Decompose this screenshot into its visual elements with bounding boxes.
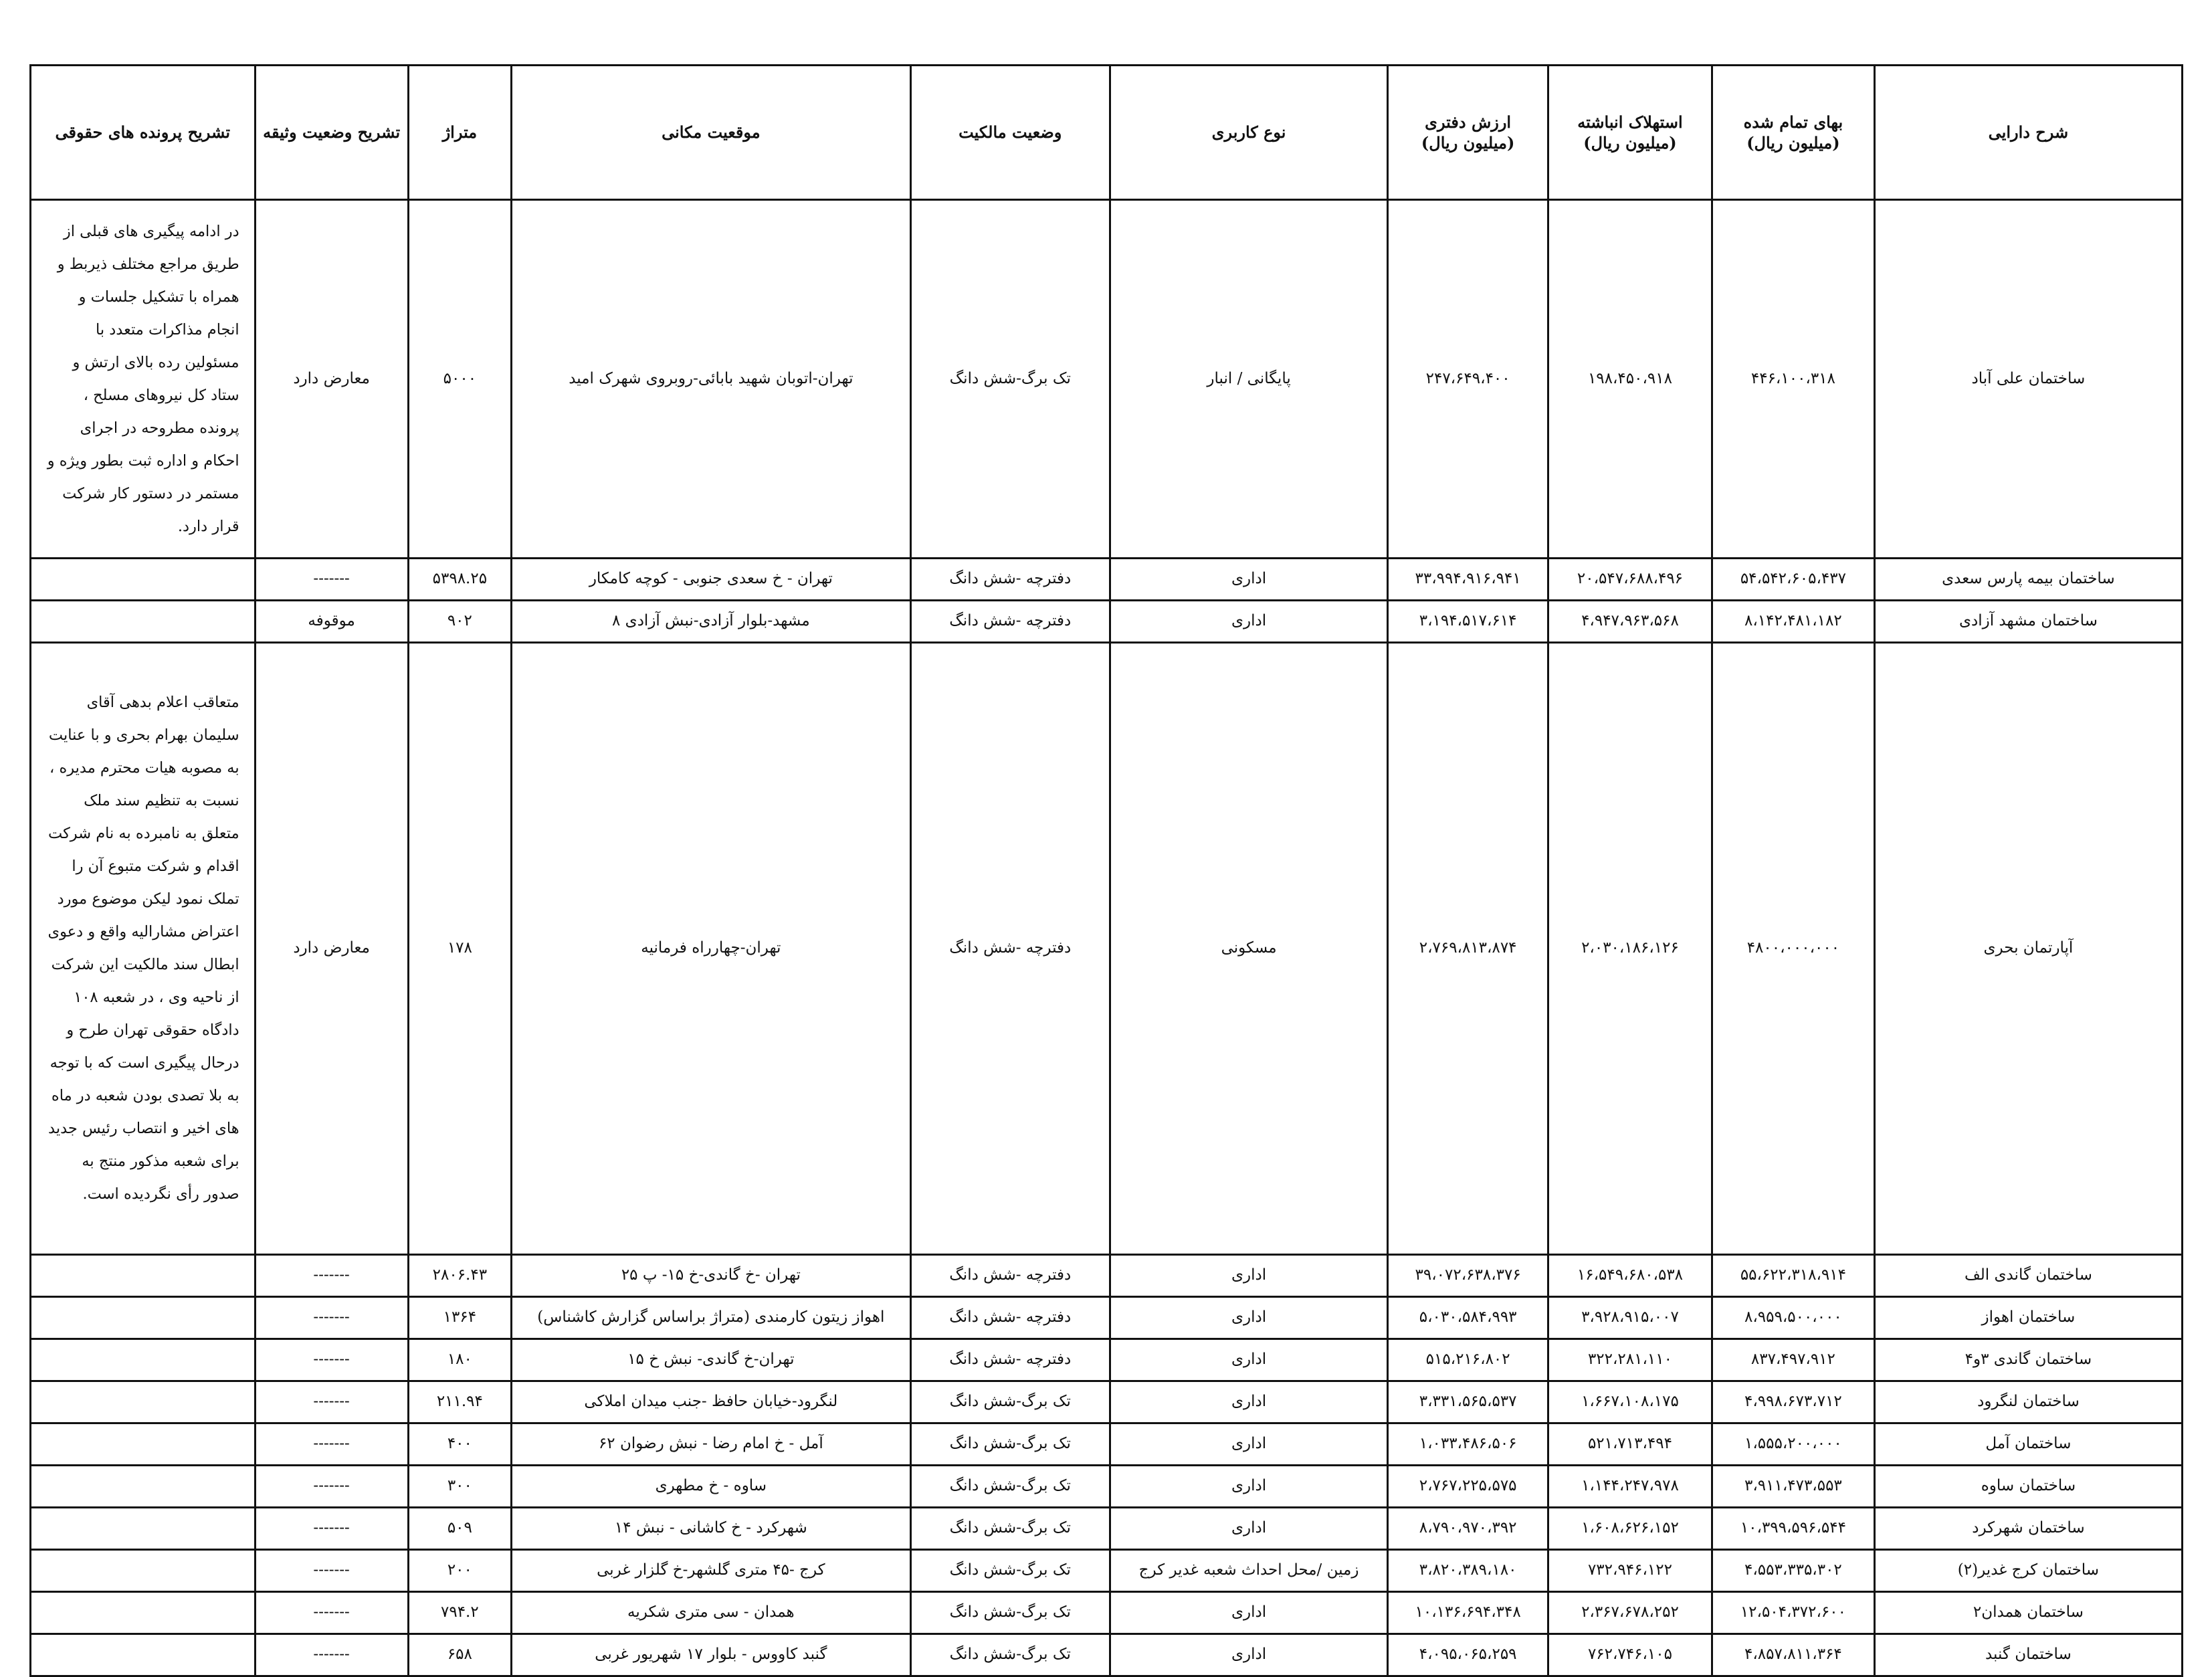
- depreciation-cell: ۱۹۸،۴۵۰،۹۱۸: [1548, 200, 1712, 559]
- book-value-cell: ۳،۳۳۱،۵۶۵،۵۳۷: [1388, 1381, 1548, 1423]
- ownership-cell: تک برگ-شش دانگ: [910, 1550, 1110, 1592]
- asset-cell: ساختمان علی آباد: [1874, 200, 2182, 559]
- table-row: [31, 1255, 2183, 1297]
- area-cell: ۹۰۲: [408, 601, 511, 643]
- table-row: [31, 1466, 2183, 1508]
- collateral-cell: -------: [255, 1381, 408, 1423]
- usage-cell: اداری: [1110, 1297, 1387, 1339]
- ownership-cell: دفترچه -شش دانگ: [910, 601, 1110, 643]
- book-value-cell: ۳۳،۹۹۴،۹۱۶،۹۴۱: [1388, 559, 1548, 601]
- usage-cell: اداری: [1110, 1255, 1387, 1297]
- book-value-cell: ۵،۰۳۰،۵۸۴،۹۹۳: [1388, 1297, 1548, 1339]
- collateral-cell: -------: [255, 559, 408, 601]
- legal-cell: [31, 1508, 256, 1550]
- column-header-collateral-status: [255, 66, 408, 200]
- book-value-cell: ۳،۸۲۰،۳۸۹،۱۸۰: [1388, 1550, 1548, 1592]
- legal-cell: [31, 1381, 256, 1423]
- table-row: [31, 1297, 2183, 1339]
- collateral-cell: معارض دارد: [255, 643, 408, 1255]
- collateral-cell: -------: [255, 1508, 408, 1550]
- column-header-line: شرح دارایی: [1988, 122, 2069, 142]
- area-cell: ۱۸۰: [408, 1339, 511, 1381]
- usage-cell: مسکونی: [1110, 643, 1387, 1255]
- table-row: [31, 200, 2183, 559]
- asset-cell: ساختمان کرج غدیر(۲): [1874, 1550, 2182, 1592]
- column-header-line: (میلیون ریال): [1583, 133, 1677, 153]
- column-header-finished-cost: [1712, 66, 1874, 200]
- book-value-cell: ۳،۱۹۴،۵۱۷،۶۱۴: [1388, 601, 1548, 643]
- header-row: [31, 66, 2183, 200]
- collateral-cell: -------: [255, 1297, 408, 1339]
- depreciation-cell: ۱،۱۴۴،۲۴۷،۹۷۸: [1548, 1466, 1712, 1508]
- usage-cell: اداری: [1110, 1423, 1387, 1466]
- location-cell: ساوه - خ مطهری: [512, 1466, 911, 1508]
- asset-cell: ساختمان گاندی الف: [1874, 1255, 2182, 1297]
- asset-cell: ساختمان آمل: [1874, 1423, 2182, 1466]
- depreciation-cell: ۳،۹۲۸،۹۱۵،۰۰۷: [1548, 1297, 1712, 1339]
- column-header-line: استهلاک انباشته: [1577, 112, 1683, 132]
- column-header-line: بهای تمام شده: [1743, 112, 1843, 132]
- asset-cell: ساختمان اهواز: [1874, 1297, 2182, 1339]
- depreciation-cell: ۲،۰۳۰،۱۸۶،۱۲۶: [1548, 643, 1712, 1255]
- column-header-line: متراژ: [442, 122, 478, 142]
- cost-cell: ۴۴۶،۱۰۰،۳۱۸: [1712, 200, 1874, 559]
- usage-cell: زمین /محل احداث شعبه غدیر کرج: [1110, 1550, 1387, 1592]
- location-cell: آمل - خ امام رضا - نبش رضوان ۶۲: [512, 1423, 911, 1466]
- cost-cell: ۳،۹۱۱،۴۷۳،۵۵۳: [1712, 1466, 1874, 1508]
- book-value-cell: ۱،۰۳۳،۴۸۶،۵۰۶: [1388, 1423, 1548, 1466]
- legal-cell: [31, 1466, 256, 1508]
- usage-cell: اداری: [1110, 1592, 1387, 1634]
- depreciation-cell: ۷۶۲،۷۴۶،۱۰۵: [1548, 1634, 1712, 1676]
- book-value-cell: ۲،۷۶۷،۲۲۵،۵۷۵: [1388, 1466, 1548, 1508]
- asset-cell: ساختمان بیمه پارس سعدی: [1874, 559, 2182, 601]
- location-cell: تهران-اتوبان شهید بابائی-روبروی شهرک امید: [512, 200, 911, 559]
- cost-cell: ۸،۹۵۹،۵۰۰،۰۰۰: [1712, 1297, 1874, 1339]
- ownership-cell: دفترچه -شش دانگ: [910, 559, 1110, 601]
- ownership-cell: تک برگ-شش دانگ: [910, 200, 1110, 559]
- book-value-cell: ۵۱۵،۲۱۶،۸۰۲: [1388, 1339, 1548, 1381]
- legal-cell: [31, 1592, 256, 1634]
- depreciation-cell: ۴،۹۴۷،۹۶۳،۵۶۸: [1548, 601, 1712, 643]
- location-cell: کرج -۴۵ متری گلشهر-خ گلزار غربی: [512, 1550, 911, 1592]
- table-row: [31, 1339, 2183, 1381]
- depreciation-cell: ۲،۳۶۷،۶۷۸،۲۵۲: [1548, 1592, 1712, 1634]
- area-cell: ۲۸۰۶.۴۳: [408, 1255, 511, 1297]
- area-cell: ۱۳۶۴: [408, 1297, 511, 1339]
- book-value-cell: ۳۹،۰۷۲،۶۳۸،۳۷۶: [1388, 1255, 1548, 1297]
- asset-cell: ساختمان همدان۲: [1874, 1592, 2182, 1634]
- ownership-cell: دفترچه -شش دانگ: [910, 1339, 1110, 1381]
- ownership-cell: تک برگ-شش دانگ: [910, 1634, 1110, 1676]
- collateral-cell: -------: [255, 1634, 408, 1676]
- area-cell: ۶۵۸: [408, 1634, 511, 1676]
- legal-cell: [31, 1550, 256, 1592]
- book-value-cell: ۱۰،۱۳۶،۶۹۴،۳۴۸: [1388, 1592, 1548, 1634]
- column-header-asset-description: [1874, 66, 2182, 200]
- ownership-cell: تک برگ-شش دانگ: [910, 1381, 1110, 1423]
- ownership-cell: تک برگ-شش دانگ: [910, 1592, 1110, 1634]
- table-row: [31, 1508, 2183, 1550]
- column-header-legal-cases: [31, 66, 256, 200]
- collateral-cell: -------: [255, 1339, 408, 1381]
- depreciation-cell: ۳۲۲،۲۸۱،۱۱۰: [1548, 1339, 1712, 1381]
- usage-cell: اداری: [1110, 1634, 1387, 1676]
- depreciation-cell: ۱،۶۶۷،۱۰۸،۱۷۵: [1548, 1381, 1712, 1423]
- asset-cell: ساختمان مشهد آزادی: [1874, 601, 2182, 643]
- usage-cell: اداری: [1110, 601, 1387, 643]
- depreciation-cell: ۱،۶۰۸،۶۲۶،۱۵۲: [1548, 1508, 1712, 1550]
- column-header-line: ارزش دفتری: [1425, 112, 1512, 132]
- cost-cell: ۵۴،۵۴۲،۶۰۵،۴۳۷: [1712, 559, 1874, 601]
- legal-cell: متعاقب اعلام بدهی آقای سلیمان بهرام بحری و با عنایت به مصوبه هیات محترم مدیره ، نسبت به تنظیم سند ملک متعلق به نامبرده به نام شرکت اقدام و شرکت متبوع آن را تملک نمود لیکن موضوع مورد اعتراض مشارالیه واقع و دعوی ابطال سند مالکیت این شرکت از ناحیه وی ، در شعبه ۱۰۸ دادگاه حقوقی تهران طرح و درحال پیگیری است که با توجه به بلا تصدی بودن شعبه در ماه های اخیر و انتصاب رئیس جدید برای شعبه مذکور منتج به صدور رأی نگردیده است.: [31, 643, 256, 1255]
- location-cell: همدان - سی متری شکریه: [512, 1592, 911, 1634]
- area-cell: ۵۰۹: [408, 1508, 511, 1550]
- table-row: [31, 559, 2183, 601]
- asset-cell: ساختمان گاندی ۳و۴: [1874, 1339, 2182, 1381]
- cost-cell: ۴،۵۵۳،۳۳۵،۳۰۲: [1712, 1550, 1874, 1592]
- location-cell: لنگرود-خیابان حافظ -جنب میدان املاکی: [512, 1381, 911, 1423]
- cost-cell: ۴،۸۵۷،۸۱۱،۳۶۴: [1712, 1634, 1874, 1676]
- column-header-line: (میلیون ریال): [1421, 133, 1515, 153]
- ownership-cell: دفترچه -شش دانگ: [910, 1297, 1110, 1339]
- cost-cell: ۸۳۷،۴۹۷،۹۱۲: [1712, 1339, 1874, 1381]
- location-cell: شهرکرد - خ کاشانی - نبش ۱۴: [512, 1508, 911, 1550]
- area-cell: ۴۰۰: [408, 1423, 511, 1466]
- location-cell: مشهد-بلوار آزادی-نبش آزادی ۸: [512, 601, 911, 643]
- usage-cell: اداری: [1110, 559, 1387, 601]
- legal-cell: [31, 559, 256, 601]
- usage-cell: اداری: [1110, 1508, 1387, 1550]
- legal-cell: [31, 1634, 256, 1676]
- book-value-cell: ۴،۰۹۵،۰۶۵،۲۵۹: [1388, 1634, 1548, 1676]
- table-row: [31, 1381, 2183, 1423]
- collateral-cell: معارض دارد: [255, 200, 408, 559]
- cost-cell: ۵۵،۶۲۲،۳۱۸،۹۱۴: [1712, 1255, 1874, 1297]
- collateral-cell: -------: [255, 1466, 408, 1508]
- column-header-line: (میلیون ریال): [1746, 133, 1840, 153]
- cost-cell: ۴۸۰۰،۰۰۰،۰۰۰: [1712, 643, 1874, 1255]
- column-header-line: موقعیت مکانی: [662, 122, 761, 142]
- area-cell: ۲۰۰: [408, 1550, 511, 1592]
- column-header-usage-type: [1110, 66, 1387, 200]
- area-cell: ۷۹۴.۲: [408, 1592, 511, 1634]
- table-row: [31, 1634, 2183, 1676]
- column-header-ownership-status: [910, 66, 1110, 200]
- column-header-accumulated-depreciation: [1548, 66, 1712, 200]
- column-header-line: نوع کاربری: [1211, 122, 1286, 142]
- asset-cell: ساختمان ساوه: [1874, 1466, 2182, 1508]
- area-cell: ۵۳۹۸.۲۵: [408, 559, 511, 601]
- cost-cell: ۱۰،۳۹۹،۵۹۶،۵۴۴: [1712, 1508, 1874, 1550]
- table-row: [31, 643, 2183, 1255]
- area-cell: ۳۰۰: [408, 1466, 511, 1508]
- location-cell: تهران - خ سعدی جنوبی - کوچه کامکار: [512, 559, 911, 601]
- table-body: [31, 200, 2183, 1676]
- book-value-cell: ۲،۷۶۹،۸۱۳،۸۷۴: [1388, 643, 1548, 1255]
- table-row: [31, 1592, 2183, 1634]
- usage-cell: اداری: [1110, 1339, 1387, 1381]
- legal-cell: [31, 1423, 256, 1466]
- location-cell: تهران -خ گاندی-خ ۱۵- پ ۲۵: [512, 1255, 911, 1297]
- usage-cell: پایگانی / انبار: [1110, 200, 1387, 559]
- ownership-cell: دفترچه -شش دانگ: [910, 1255, 1110, 1297]
- asset-cell: ساختمان شهرکرد: [1874, 1508, 2182, 1550]
- ownership-cell: تک برگ-شش دانگ: [910, 1508, 1110, 1550]
- depreciation-cell: ۷۳۲،۹۴۶،۱۲۲: [1548, 1550, 1712, 1592]
- legal-cell: [31, 1255, 256, 1297]
- table-row: [31, 1550, 2183, 1592]
- location-cell: تهران-چهارراه فرمانیه: [512, 643, 911, 1255]
- cost-cell: ۴،۹۹۸،۶۷۳،۷۱۲: [1712, 1381, 1874, 1423]
- assets-table: [29, 64, 2183, 1677]
- asset-cell: ساختمان لنگرود: [1874, 1381, 2182, 1423]
- area-cell: ۵۰۰۰: [408, 200, 511, 559]
- column-header-line: تشریح وضعیت وثیقه: [263, 122, 401, 142]
- collateral-cell: -------: [255, 1423, 408, 1466]
- table-row: [31, 1423, 2183, 1466]
- column-header-book-value: [1388, 66, 1548, 200]
- asset-cell: آپارتمان بحری: [1874, 643, 2182, 1255]
- depreciation-cell: ۱۶،۵۴۹،۶۸۰،۵۳۸: [1548, 1255, 1712, 1297]
- legal-cell: [31, 1339, 256, 1381]
- asset-cell: ساختمان گنبد: [1874, 1634, 2182, 1676]
- depreciation-cell: ۵۲۱،۷۱۳،۴۹۴: [1548, 1423, 1712, 1466]
- book-value-cell: ۲۴۷،۶۴۹،۴۰۰: [1388, 200, 1548, 559]
- column-header-line: تشریح پرونده های حقوقی: [55, 122, 231, 142]
- collateral-cell: موقوفه: [255, 601, 408, 643]
- location-cell: اهواز زیتون کارمندی (متراژ براساس گزارش کاشناس): [512, 1297, 911, 1339]
- location-cell: گنبد کاووس - بلوار ۱۷ شهریور غربی: [512, 1634, 911, 1676]
- ownership-cell: دفترچه -شش دانگ: [910, 643, 1110, 1255]
- collateral-cell: -------: [255, 1255, 408, 1297]
- legal-cell: در ادامه پیگیری های قبلی از طریق مراجع مختلف ذیربط و همراه با تشکیل جلسات و انجام مذاکرات متعدد با مسئولین رده بالای ارتش و ستاد کل نیروهای مسلح ، پرونده مطروحه در اجرای احکام و اداره ثبت بطور ویژه و مستمر در دستور کار شرکت قرار دارد.: [31, 200, 256, 559]
- table-row: [31, 601, 2183, 643]
- cost-cell: ۸،۱۴۲،۴۸۱،۱۸۲: [1712, 601, 1874, 643]
- cost-cell: ۱۲،۵۰۴،۳۷۲،۶۰۰: [1712, 1592, 1874, 1634]
- usage-cell: اداری: [1110, 1466, 1387, 1508]
- collateral-cell: -------: [255, 1550, 408, 1592]
- ownership-cell: تک برگ-شش دانگ: [910, 1423, 1110, 1466]
- area-cell: ۱۷۸: [408, 643, 511, 1255]
- cost-cell: ۱،۵۵۵،۲۰۰،۰۰۰: [1712, 1423, 1874, 1466]
- column-header-location: [512, 66, 911, 200]
- book-value-cell: ۸،۷۹۰،۹۷۰،۳۹۲: [1388, 1508, 1548, 1550]
- collateral-cell: -------: [255, 1592, 408, 1634]
- column-header-line: وضعیت مالکیت: [959, 122, 1062, 142]
- ownership-cell: تک برگ-شش دانگ: [910, 1466, 1110, 1508]
- legal-cell: [31, 601, 256, 643]
- depreciation-cell: ۲۰،۵۴۷،۶۸۸،۴۹۶: [1548, 559, 1712, 601]
- area-cell: ۲۱۱.۹۴: [408, 1381, 511, 1423]
- usage-cell: اداری: [1110, 1381, 1387, 1423]
- location-cell: تهران-خ گاندی- نبش خ ۱۵: [512, 1339, 911, 1381]
- column-header-area: [408, 66, 511, 200]
- legal-cell: [31, 1297, 256, 1339]
